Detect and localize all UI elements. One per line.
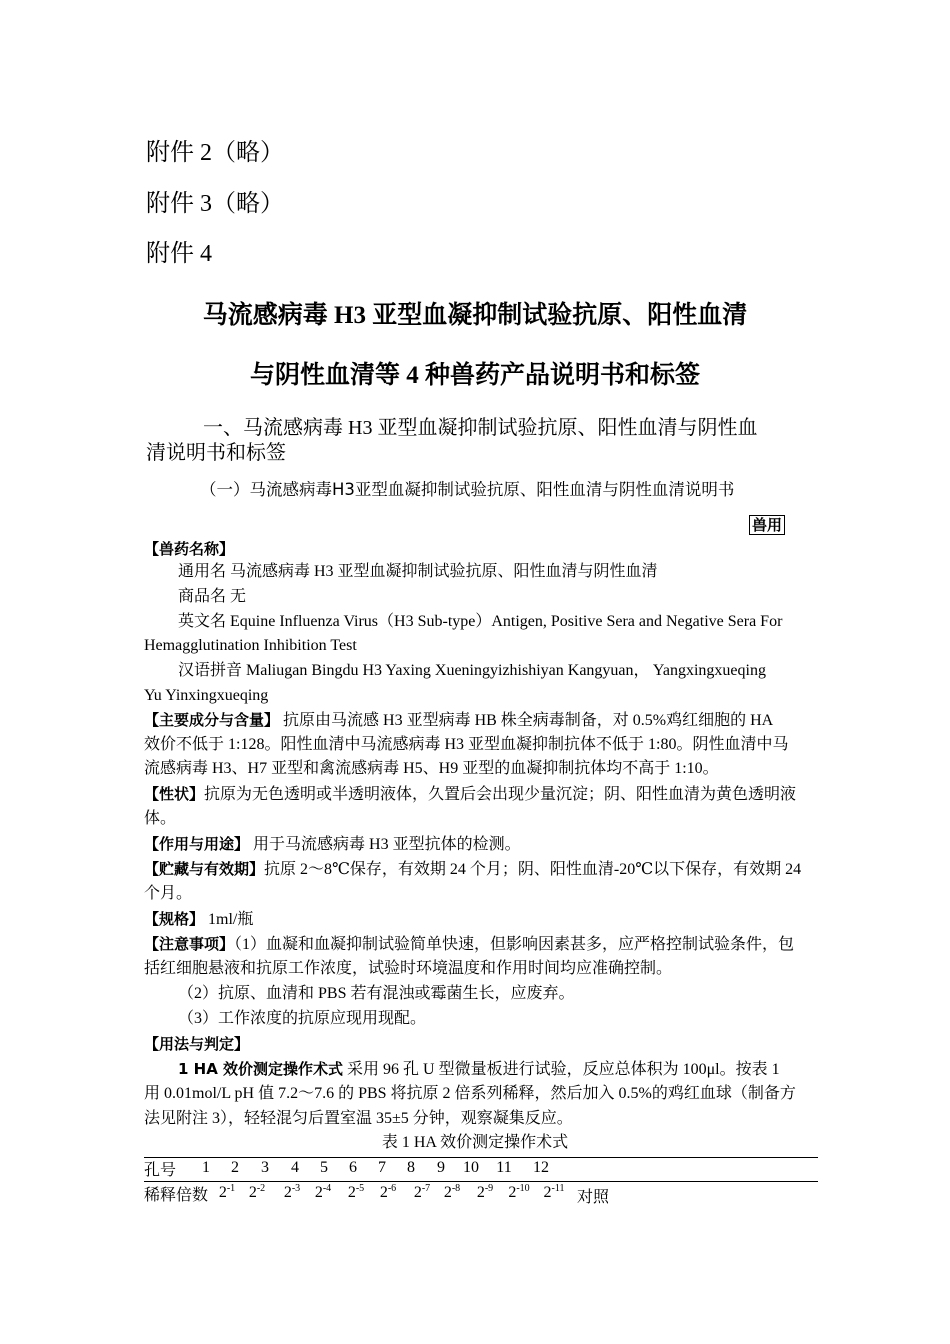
composition-label: 【主要成分与含量】 — [144, 711, 280, 729]
usage-text: 用于马流感病毒 H3 亚型抗体的检测。 — [249, 836, 521, 853]
table-cell-dilution: $2^{-8}$ — [443, 1183, 461, 1201]
spec-text: 1ml/瓶 — [204, 911, 254, 928]
table-cell-dilution: $2^{-5}$ — [347, 1183, 365, 1201]
notes-line-4: （3）工作浓度的抗原应现用现配。 — [178, 1010, 427, 1027]
method-subheading: 1 HA 效价测定操作术式 — [178, 1060, 344, 1078]
table-cell-hole-number: 12 — [533, 1159, 549, 1176]
table-row-1-label: 孔号 — [144, 1162, 177, 1179]
storage-line-1 — [144, 857, 801, 883]
table-cell-hole-number: 4 — [291, 1159, 299, 1176]
table-cell-hole-number: 3 — [261, 1159, 269, 1176]
english-name-line-1: 英文名 Equine Influenza Virus（H3 Sub-type）Antigen, Positive Sera and Negative Sera For — [178, 613, 783, 630]
table-cell-hole-number: 7 — [378, 1159, 386, 1176]
table-cell-control: 对照 — [576, 1189, 610, 1206]
table-row-2-label: 稀释倍数 — [144, 1187, 209, 1204]
drug-name-heading: 【兽药名称】 — [144, 540, 235, 558]
method-text-1: 采用 96 孔 U 型微量板进行试验，反应总体积为 100μl。按表 1 — [343, 1061, 780, 1078]
character-text-1: 抗原为无色透明或半透明液体，久置后会出现少量沉淀；阴、阳性血清为黄色透明液 — [204, 786, 797, 803]
composition-text-1: 抗原由马流感 H3 亚型病毒 HB 株全病毒制备，对 0.5%鸡红细胞的 HA — [279, 712, 774, 729]
character-line-1 — [144, 782, 796, 808]
table-cell-dilution: $2^{-9}$ — [476, 1183, 494, 1201]
spec-label: 【规格】 — [144, 910, 205, 928]
storage-text-1: 抗原 2～8℃保存，有效期 24 个月；阴、阳性血清-20℃以下保存，有效期 24 — [264, 861, 802, 878]
storage-label: 【贮藏与有效期】 — [144, 860, 265, 878]
character-line-2: 体。 — [144, 810, 177, 827]
table-middle-rule — [144, 1181, 818, 1182]
table-cell-hole-number: 6 — [349, 1159, 357, 1176]
subsection-1-heading: （一）马流感病毒H3亚型血凝抑制试验抗原、阳性血清与阴性血清说明书 — [200, 480, 735, 499]
table-cell-dilution: $2^{-4}$ — [314, 1183, 332, 1201]
table-cell-dilution: $2^{-7}$ — [413, 1183, 431, 1201]
english-name-line-2: Hemagglutination Inhibition Test — [144, 637, 357, 654]
table-cell-hole-number: 9 — [437, 1159, 445, 1176]
method-line-1 — [178, 1057, 780, 1083]
table-caption: 表 1 HA 效价测定操作术式 — [381, 1134, 569, 1151]
table-cell-hole-number: 10 — [463, 1159, 479, 1176]
pinyin-line-2: Yu Yinxingxueqing — [144, 687, 269, 704]
table-cell-hole-number: 5 — [320, 1159, 328, 1176]
notes-line-3: （2）抗原、血清和 PBS 若有混浊或霉菌生长，应废弃。 — [178, 985, 575, 1002]
table-cell-dilution: $2^{-3}$ — [283, 1183, 301, 1201]
table-cell-dilution: $2^{-1}$ — [218, 1183, 236, 1201]
section-1-heading-line-1: 一、马流感病毒 H3 亚型血凝抑制试验抗原、阳性血清与阴性血 — [203, 417, 758, 439]
table-cell-hole-number: 2 — [231, 1159, 239, 1176]
generic-name: 通用名 马流感病毒 H3 亚型血凝抑制试验抗原、阳性血清与阴性血清 — [178, 563, 658, 580]
method-heading: 【用法与判定】 — [144, 1035, 250, 1053]
storage-line-2: 个月。 — [144, 885, 193, 902]
document-title-line-1: 马流感病毒 H3 亚型血凝抑制试验抗原、阳性血清 — [202, 302, 748, 329]
usage-line — [144, 832, 521, 858]
table-cell-hole-number: 11 — [496, 1159, 512, 1176]
notes-line-2: 括红细胞悬液和抗原工作浓度，试验时环境温度和作用时间均应准确控制。 — [144, 960, 673, 977]
table-cell-dilution: $2^{-6}$ — [379, 1183, 397, 1201]
method-line-2: 用 0.01mol/L pH 值 7.2～7.6 的 PBS 将抗原 2 倍系列稀释，然后加入 0.5%的鸡红血球（制备方 — [144, 1085, 796, 1102]
table-cell-hole-number: 1 — [202, 1159, 210, 1176]
vet-use-badge — [749, 514, 785, 535]
composition-line-2: 效价不低于 1:128。阳性血清中马流感病毒 H3 亚型血凝抑制抗体不低于 1:80。阴性血清中马 — [144, 736, 789, 753]
table-top-rule — [144, 1157, 818, 1158]
notes-label: 【注意事项】 — [144, 935, 235, 953]
notes-text-1: （1）血凝和血凝抑制试验简单快速，但影响因素甚多，应严格控制试验条件，包 — [234, 936, 795, 953]
document-title-line-2: 与阴性血清等 4 种兽药产品说明书和标签 — [249, 362, 700, 389]
character-label: 【性状】 — [144, 785, 205, 803]
table-cell-dilution: $2^{-10}$ — [508, 1183, 530, 1201]
notes-line-1 — [144, 932, 794, 958]
composition-line-1 — [144, 708, 773, 734]
vet-use-badge-label: 兽用 — [749, 515, 785, 535]
attachment-4-heading: 附件 4 — [146, 241, 212, 267]
table-cell-dilution: $2^{-11}$ — [543, 1183, 565, 1201]
usage-label: 【作用与用途】 — [144, 835, 250, 853]
pinyin-line-1: 汉语拼音 Maliugan Bingdu H3 Yaxing Xueningyizhishiyan Kangyuan， Yangxingxueqing — [178, 662, 766, 679]
table-cell-hole-number: 8 — [407, 1159, 415, 1176]
composition-line-3: 流感病毒 H3、H7 亚型和禽流感病毒 H5、H9 亚型的血凝抑制抗体均不高于 1:10。 — [144, 760, 719, 777]
attachment-3-heading: 附件 3（略） — [146, 191, 284, 217]
method-line-3: 法见附注 3），轻轻混匀后置室温 35±5 分钟，观察凝集反应。 — [144, 1110, 573, 1127]
trade-name: 商品名 无 — [178, 588, 247, 605]
attachment-2-heading: 附件 2（略） — [146, 140, 284, 166]
table-cell-dilution: $2^{-2}$ — [248, 1183, 266, 1201]
spec-line — [144, 907, 253, 933]
section-1-heading-line-2: 清说明书和标签 — [146, 442, 286, 464]
